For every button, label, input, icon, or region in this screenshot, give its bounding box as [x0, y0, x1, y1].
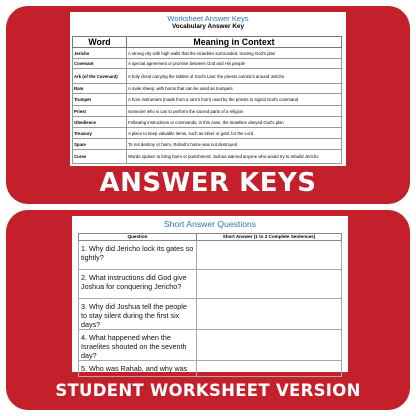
question-text: 1. Why did Jericho lock its gates so tightly?: [79, 241, 197, 270]
answer-cell[interactable]: [197, 299, 342, 330]
table-row: [73, 150, 342, 164]
vocab-word: Ark (of the Covenant): [73, 69, 127, 84]
answer-cell[interactable]: [197, 241, 342, 270]
vocab-word: Treasury: [73, 128, 127, 139]
vocab-meaning: Following instructions or commands; in this case, the Israelites obeyed God's plan: [127, 117, 342, 128]
vocab-meaning: A strong city with high walls that the Israelites surrounded, trusting God's plan: [127, 48, 342, 59]
table-row: [73, 48, 342, 59]
table-row: [73, 117, 342, 128]
vocab-word: Priest: [73, 106, 127, 117]
student-worksheet: [72, 216, 348, 372]
question-text: 4. What happened when the Israelites shouted on the seventh day?: [79, 330, 197, 361]
table-row: [73, 139, 342, 150]
vocab-word: Covenant: [73, 59, 127, 69]
vocab-meaning: A horn instrument (made from a ram's horn) used by the priests to signal God's command: [127, 94, 342, 106]
table-row: [79, 241, 342, 270]
question-column-header: Question: [79, 234, 197, 241]
short-answer-title: Short Answer Questions: [163, 219, 257, 229]
table-row: [79, 270, 342, 299]
answer-keys-panel: [6, 6, 410, 204]
answer-cell[interactable]: [197, 361, 342, 377]
vocab-word: Jericho: [73, 48, 127, 59]
vocabulary-header-row: [73, 37, 342, 48]
student-worksheet-panel: [6, 210, 410, 410]
table-row: [73, 94, 342, 106]
worksheet-subtitle: Vocabulary Answer Key: [171, 23, 245, 30]
question-text: 2. What instructions did God give Joshua for conquering Jericho?: [79, 270, 197, 299]
vocab-meaning: A special agreement or promise between God and His people: [127, 59, 342, 69]
vocab-word: Trumpet: [73, 94, 127, 106]
vocab-meaning: someone who is can to perform the sacred parts of a religion: [127, 106, 342, 117]
vocab-meaning: A male sheep, with horns that can be used as trumpets: [127, 84, 342, 94]
vocab-word: Obedience: [73, 117, 127, 128]
table-row: [79, 299, 342, 330]
answer-keys-caption: ANSWER KEYS: [99, 168, 317, 198]
short-answer-header-row: [79, 234, 342, 241]
short-answer-table: [78, 233, 342, 377]
table-row: [73, 128, 342, 139]
vocab-meaning: A holy chest carrying the tablets of God's Law; the priests carried it around Jericho: [127, 69, 342, 84]
vocabulary-table: [72, 36, 342, 164]
answer-cell[interactable]: [197, 330, 342, 361]
question-text: 5. Who was Rahab, and why was: [79, 361, 197, 377]
table-row: [79, 361, 342, 377]
vocab-word: Spare: [73, 139, 127, 150]
vocab-meaning: A place to keep valuable items, such as silver or gold, for the Lord: [127, 128, 342, 139]
student-version-caption: STUDENT WORKSHEET VERSION: [55, 381, 361, 400]
question-text: 3. Why did Joshua tell the people to stay silent during the first six days?: [79, 299, 197, 330]
answer-cell[interactable]: [197, 270, 342, 299]
table-row: [73, 84, 342, 94]
worksheet-title: Worksheet Answer Keys: [167, 14, 249, 23]
meaning-column-header: Meaning in Context: [127, 37, 342, 48]
vocab-word: Curse: [73, 150, 127, 164]
word-column-header: Word: [73, 37, 127, 48]
table-row: [73, 69, 342, 84]
vocab-meaning: Words spoken to bring harm or punishment; Joshua warned anyone who would try to rebuild Jericho: [127, 150, 342, 164]
table-row: [73, 59, 342, 69]
vocab-meaning: To not destroy or harm, Rehab's home was not destroyed: [127, 139, 342, 150]
vocab-word: Ram: [73, 84, 127, 94]
table-row: [79, 330, 342, 361]
answer-key-worksheet: [70, 12, 346, 166]
table-row: [73, 106, 342, 117]
answer-column-header: Short Answer (1 to 2 Complete Sentences): [197, 234, 342, 241]
